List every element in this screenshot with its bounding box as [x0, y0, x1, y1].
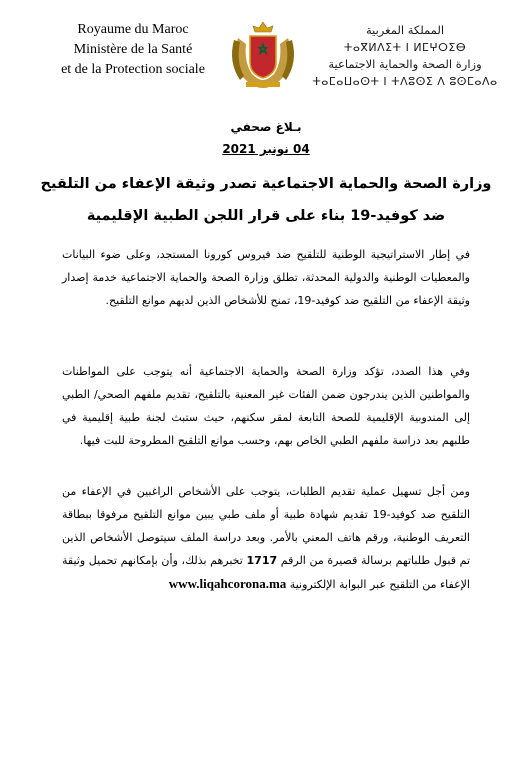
release-date: 04 نونبر 2021: [222, 142, 310, 156]
sms-number: 1717: [246, 554, 278, 567]
headline-line-1: وزارة الصحة والحماية الاجتماعية تصدر وثيقة الإعفاء من التلقيح: [40, 176, 492, 192]
ministry-header-french: [38, 20, 228, 80]
paragraph-3: [62, 480, 470, 596]
paragraph-3-mid: تخبرهم بذلك، وأن بإمكانهم تحميل وثيقة الإعفاء من التلقيح عبر البوابة الإلكترونية: [62, 554, 470, 591]
paragraph-3-start: ومن أجل تسهيل عملية تقديم الطلبات، يتوجب على الأشخاص الراغبين في الإعفاء من التلقيح ضد كوفيد-19 تقديم شهادة طبية أو ملف طبي يبين موانع التلقيح مرفوقا ببطاقة التعريف الوطنية، ورقم هاتف المعني بالأمر. وبعد دراسة الملف سيتوصل الأشخاص الذين تم قبول طلباتهم برسالة قصيرة من الرقم: [62, 485, 471, 567]
header-kingdom-fr: Royaume du Maroc: [77, 22, 189, 37]
header-ministry-ar: وزارة الصحة والحماية الاجتماعية: [328, 57, 482, 71]
portal-link[interactable]: www.liqahcorona.ma: [168, 576, 287, 591]
header-ministry-fr: Ministère de la Santé: [73, 42, 193, 57]
header-kingdom-tifinagh: ⵜⴰⴳⵍⴷⵉⵜ ⵏ ⵍⵎⵖⵔⵉⴱ: [343, 41, 467, 54]
ministry-header-arabic: [305, 22, 505, 90]
headline-line-2: ضد كوفيد-19 بناء على قرار اللجن الطبية الإقليمية: [86, 208, 446, 224]
paragraph-1: في إطار الاستراتيجية الوطنية للتلقيح ضد فيروس كورونا المستجد، وعلى ضوء البيانات والمعطيات الوطنية والدولية المحدثة، تطلق وزارة الصحة والحماية الاجتماعية خدمة إصدار وثيقة الإعفاء من التلقيح ضد كوفيد-19، تمنح للأشخاص الذين لديهم موانع التلقيح.: [62, 248, 470, 307]
header-protection-fr: et de la Protection sociale: [61, 62, 205, 77]
header-kingdom-ar: المملكة المغربية: [365, 23, 445, 37]
paragraph-2: وفي هذا الصدد، تؤكد وزارة الصحة والحماية الاجتماعية أنه يتوجب على المواطنات والمواطنين الذين يندرجون ضمن الفئات غير المعنية بالتلقيح، تقديم ملفهم الصحي/ الطبي إلى المندوبية الإقليمية للصحة التابعة لمقر سكنهم، حيث ستبث لجنة طبية إقليمية في طلبهم بعد دراسة ملفهم الطبي الخاص بهم، وحسب موانع التلقيح المطروحة للبت فيها.: [62, 365, 470, 447]
press-release-label: بـلاغ صحفي: [230, 120, 302, 134]
header-ministry-tifinagh: ⵜⴰⵎⴰⵡⴰⵙⵜ ⵏ ⵜⴷⵓⵙⵉ ⴷ ⵓⵙⵎⴰⴷⴰ: [312, 75, 498, 88]
moroccan-coat-of-arms-icon: [228, 18, 298, 92]
